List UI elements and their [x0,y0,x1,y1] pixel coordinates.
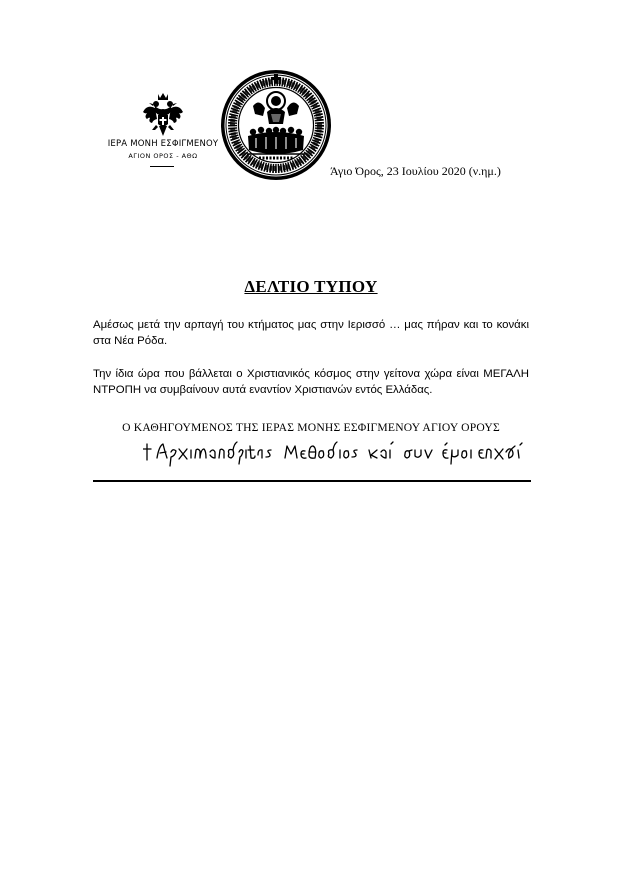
double-headed-eagle-icon [141,92,185,138]
paragraph: Την ίδια ώρα που βάλλεται ο Χριστιανικός κόσμος στην γείτονα χώρα είναι ΜΕΓΑΛΗ ΝΤΡΟΠΗ να συμβαίνουν αυτά εναντίον Χριστιανών εντός Ελλάδας. [93,368,529,396]
paragraph: Αμέσως μετά την αρπαγή του κτήματος μας στην Ιερισσό … μας πήραν και το κονάκι στα Νέα Ρόδα. [93,319,529,347]
monastery-seal-icon [219,68,333,182]
date-line: Άγιο Όρος, 23 Ιουλίου 2020 (ν.ημ.) [330,164,501,178]
handwritten-signature [143,438,523,470]
signature-underline [93,480,531,482]
signatory-title: Ο ΚΑΘΗΓΟΥΜΕΝΟΣ ΤΗΣ ΙΕΡΑΣ ΜΟΝΗΣ ΕΣΦΙΓΜΕΝΟΥ ΑΓΙΟΥ ΟΡΟΥΣ [122,421,500,434]
monastery-location: ΑΓΙΟΝ ΟΡΟΣ - ΑΘΩ [128,152,198,160]
document-title: ΔΕΛΤΙΟ ΤΥΠΟΥ [244,277,378,296]
monastery-name: ΙΕΡΑ ΜΟΝΗ ΕΣΦΙΓΜΕΝΟΥ [107,139,219,149]
logo-divider [150,166,174,167]
